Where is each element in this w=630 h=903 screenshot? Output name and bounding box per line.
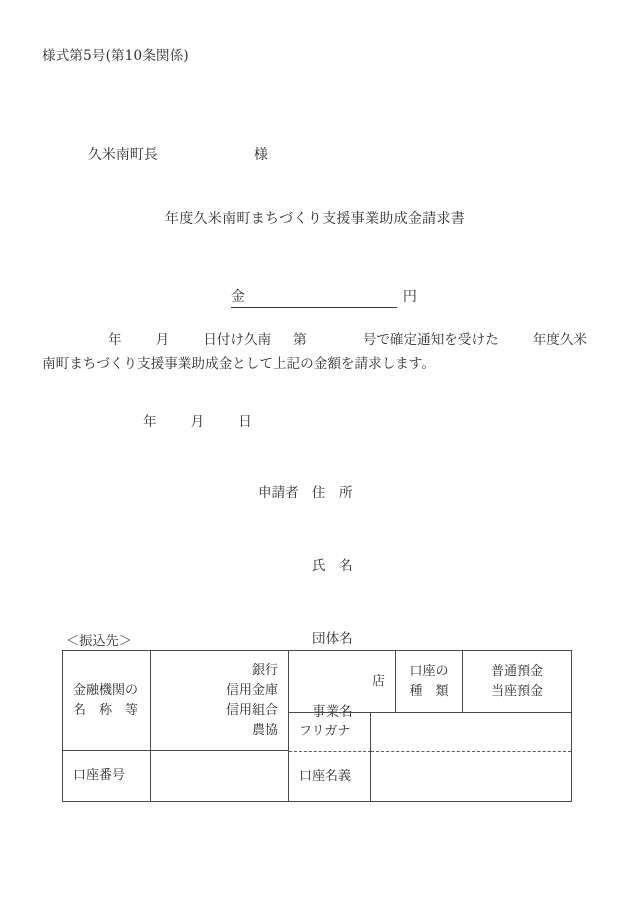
deposit-type-ordinary: 普通預金 [490, 663, 543, 679]
amount-unit-label: 円 [402, 289, 417, 305]
institution-type-shinkin: 信用金庫 [225, 682, 278, 698]
institution-type-shinkumi: 信用組合 [225, 702, 278, 718]
body-year-label: 年 [108, 332, 122, 348]
addressee-line [70, 128, 268, 180]
body-paragraph [42, 328, 590, 376]
addressee-honorific: 様 [253, 147, 268, 163]
applicant-address-row [258, 481, 353, 522]
date-day-label: 日 [238, 414, 252, 430]
body-closing: まちづくり支援事業助成金として上記の金額を請求します。 [69, 356, 435, 372]
addressee-recipient: 久米南町長 [87, 147, 158, 163]
date-line [143, 410, 252, 430]
branch-unit-label: 店 [371, 673, 385, 689]
institution-label-line2: 名 称 等 [73, 702, 139, 718]
form-number: 様式第5号(第10条関係) [42, 48, 189, 64]
cell-account-holder-label [289, 751, 371, 801]
date-year-label: 年 [143, 414, 157, 430]
date-month-label: 月 [190, 414, 205, 430]
account-holder-label: 口座名義 [299, 768, 352, 784]
body-number-prefix: 第 [293, 332, 307, 348]
body-number-suffix: 号で確定通知を受けた [362, 332, 499, 348]
cell-institution-label [63, 651, 151, 751]
transfer-destination-heading: ＜振込先＞ [66, 634, 132, 649]
institution-type-nokyo: 農協 [251, 722, 278, 738]
amount-line [0, 270, 630, 324]
applicant-field-address: 住 所 [311, 485, 353, 501]
cell-institution-value[interactable] [151, 651, 289, 751]
applicant-heading: 申請者 [258, 485, 299, 501]
amount-prefix-label: 金 [230, 289, 245, 305]
applicant-field-name: 氏 名 [312, 558, 353, 574]
cell-account-number-value[interactable] [151, 751, 289, 801]
transfer-destination-table [62, 650, 572, 802]
account-type-label-line2: 種 類 [409, 683, 449, 699]
cell-account-number-label [63, 751, 151, 801]
institution-label-line1: 金融機関の [73, 682, 139, 698]
body-month-label: 月 [155, 332, 170, 348]
institution-type-bank: 銀行 [251, 662, 278, 678]
document-title: 年度久米南町まちづくり支援事業助成金請求書 [164, 211, 466, 227]
amount-group [231, 286, 417, 308]
applicant-field-group: 団体名 [312, 631, 353, 647]
body-fiscal-year-label: 年度久米南町 [42, 332, 588, 372]
deposit-type-current: 当座預金 [490, 683, 543, 699]
cell-furigana-value[interactable] [371, 713, 571, 751]
cell-deposit-type-options[interactable] [463, 651, 571, 713]
cell-branch-value[interactable] [289, 651, 396, 713]
applicant-name-row [258, 554, 353, 595]
account-number-label: 口座番号 [73, 768, 126, 783]
cell-account-holder-value[interactable] [371, 751, 571, 801]
cell-account-type-label [396, 651, 463, 713]
amount-underline-group [231, 286, 397, 308]
account-type-label-line1: 口座の [409, 663, 449, 679]
body-day-label: 日付け久南 [203, 332, 272, 348]
table-border [62, 650, 572, 802]
applicant-field-project: 事業名 [312, 704, 353, 720]
furigana-label: フリガナ [299, 724, 351, 739]
cell-furigana-label [289, 713, 371, 751]
